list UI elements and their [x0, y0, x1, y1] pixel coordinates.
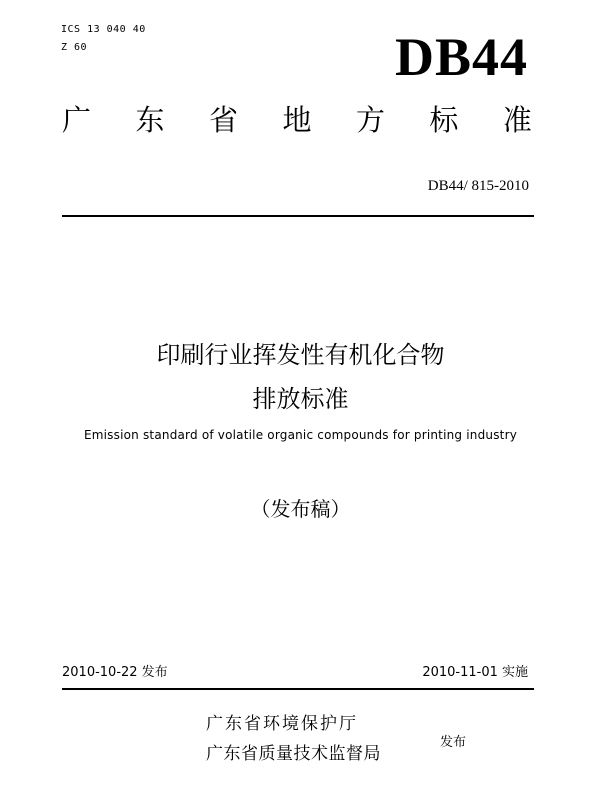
level-char: 地 — [282, 103, 312, 137]
db44-logo: DB44 — [394, 27, 528, 87]
issue-date: 2010-10-22 发布 — [62, 665, 168, 680]
implementation-date: 2010-11-01 实施 — [422, 665, 528, 680]
english-title: Emission standard of volatile organic compounds for printing industry — [83, 428, 518, 442]
level-char: 方 — [355, 103, 385, 137]
issuer-quality-bureau: 广东省质量技术监督局 — [206, 744, 381, 764]
title-line-2: 排放标准 — [252, 385, 349, 413]
level-char: 准 — [502, 103, 532, 137]
issuer-environment-department: 广东省环境保护厅 — [206, 714, 358, 734]
level-char: 标 — [429, 103, 459, 137]
issued-label: 发布 — [440, 735, 467, 750]
top-divider — [62, 215, 534, 217]
level-char: 省 — [208, 103, 238, 137]
draft-status: （发布稿） — [250, 497, 351, 521]
standard-number: DB44/ 815-2010 — [427, 178, 529, 194]
standard-level-heading — [62, 100, 532, 140]
level-char: 广 — [62, 103, 92, 137]
bottom-divider — [62, 688, 534, 690]
level-char: 东 — [135, 103, 165, 137]
ics-code: ICS 13 040 40 — [61, 24, 146, 35]
ccs-code: Z 60 — [61, 42, 88, 53]
title-line-1: 印刷行业挥发性有机化合物 — [156, 341, 445, 369]
